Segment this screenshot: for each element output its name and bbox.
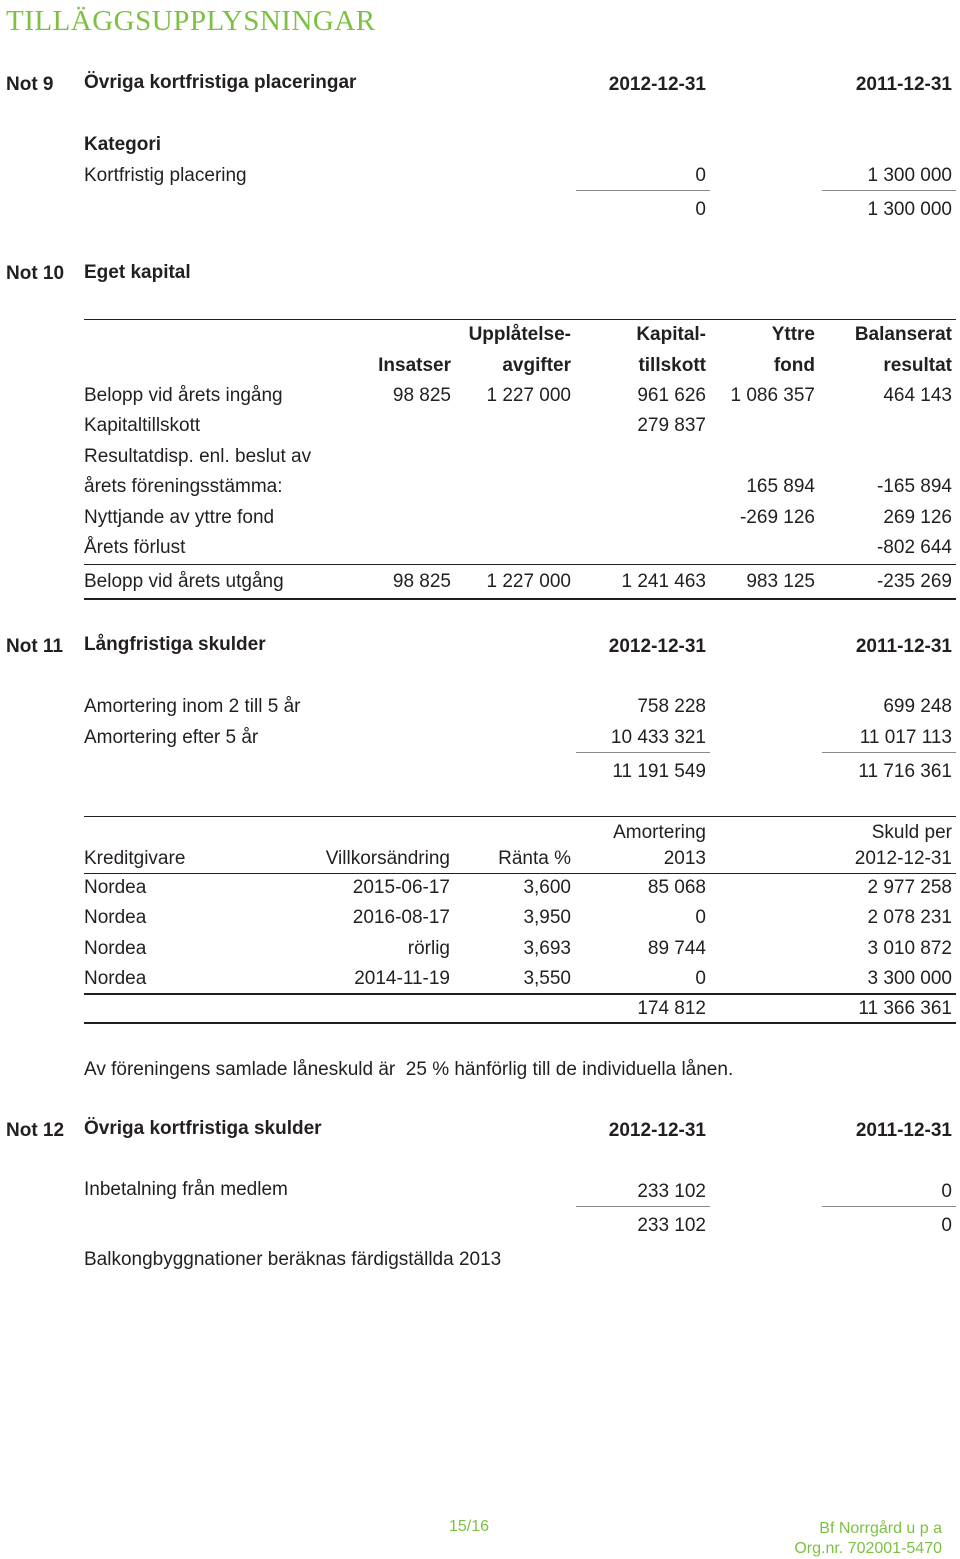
- not10-cell-balanserat: 269 126: [883, 507, 952, 528]
- loan-debt: 2 078 231: [867, 907, 952, 928]
- not9-divider-col2: [822, 190, 956, 191]
- loan-bottom-rule: [84, 1022, 956, 1024]
- not9-col2-header: 2011-12-31: [855, 74, 952, 95]
- not11-row-value-2012: 10 433 321: [610, 727, 706, 748]
- not10-header-upplatelse-line1: Upplåtelse-: [468, 324, 571, 345]
- not9-title: Övriga kortfristiga placeringar: [84, 72, 357, 93]
- loan-amortering: 0: [695, 907, 706, 928]
- not9-row-label: Kortfristig placering: [84, 165, 247, 186]
- not10-cell-balanserat: -802 644: [876, 537, 952, 558]
- not10-cell-kapital: 961 626: [637, 385, 706, 406]
- not10-header-yttre-line2: fond: [773, 355, 815, 376]
- not10-cell-insatser: 98 825: [392, 385, 451, 406]
- not12-col1-header: 2012-12-31: [608, 1120, 706, 1141]
- loan-total-amortering: 174 812: [637, 998, 706, 1019]
- not10-cell-upplatelse: 1 227 000: [486, 385, 571, 406]
- not9-label: Not 9: [6, 74, 54, 95]
- not10-cell-kapital: 279 837: [637, 415, 706, 436]
- loan-header-villkorsandring: Villkorsändring: [325, 848, 450, 869]
- not9-total-2011: 1 300 000: [867, 199, 952, 220]
- loan-rate: 3,550: [523, 968, 571, 989]
- not11-title: Långfristiga skulder: [84, 634, 266, 655]
- not9-category-label: Kategori: [84, 134, 162, 155]
- not10-header-insatser: Insatser: [378, 355, 451, 376]
- page-number: 15/16: [449, 1518, 490, 1535]
- not11-label: Not 11: [6, 636, 64, 657]
- not9-col1-header: 2012-12-31: [608, 74, 706, 95]
- not10-header-upplatelse-line2: avgifter: [502, 355, 571, 376]
- not11-divider-col2: [822, 752, 956, 753]
- not11-total-2012: 11 191 549: [612, 761, 706, 782]
- loan-debt: 3 300 000: [867, 968, 952, 989]
- not12-total-2011: 0: [941, 1215, 952, 1236]
- not11-row-value-2012: 758 228: [637, 696, 706, 717]
- not10-cell-balanserat: -165 894: [876, 476, 952, 497]
- not10-subtotal-rule: [84, 564, 956, 565]
- not10-cell-insatser: 98 825: [392, 571, 451, 592]
- not11-row-value-2011: 11 017 113: [859, 727, 952, 748]
- not10-row-label: Årets förlust: [84, 537, 186, 558]
- not10-row-label: årets föreningsstämma:: [84, 476, 283, 497]
- not10-title: Eget kapital: [84, 262, 191, 283]
- not12-row-value-2012: 233 102: [637, 1181, 706, 1202]
- loan-debt: 3 010 872: [867, 938, 952, 959]
- not12-title: Övriga kortfristiga skulder: [84, 1118, 322, 1139]
- loan-term-change: 2016-08-17: [352, 907, 450, 928]
- not10-row-label: Nyttjande av yttre fond: [84, 507, 275, 528]
- loan-rate: 3,950: [523, 907, 571, 928]
- not11-row-value-2011: 699 248: [883, 696, 952, 717]
- not10-cell-yttre: -269 126: [739, 507, 815, 528]
- not10-header-yttre-line1: Yttre: [771, 324, 815, 345]
- loan-creditor: Nordea: [84, 907, 147, 928]
- not10-cell-yttre: 165 894: [746, 476, 815, 497]
- loan-header-kreditgivare: Kreditgivare: [84, 848, 186, 869]
- not10-cell-balanserat: -235 269: [876, 571, 952, 592]
- not9-row-value-2012: 0: [695, 165, 706, 186]
- page-title: TILLÄGGSUPPLYSNINGAR: [6, 5, 376, 37]
- not10-label: Not 10: [6, 263, 65, 284]
- not11-note: Av föreningens samlade låneskuld är 25 % hänförlig till de individuella lånen.: [84, 1059, 734, 1080]
- not12-row-value-2011: 0: [941, 1181, 952, 1202]
- loan-debt: 2 977 258: [867, 877, 952, 898]
- loan-term-change: 2014-11-19: [354, 968, 450, 989]
- loan-table-top-rule: [84, 816, 956, 817]
- loan-amortering: 85 068: [647, 877, 706, 898]
- not11-row-label: Amortering efter 5 år: [84, 727, 259, 748]
- not10-cell-yttre: 983 125: [746, 571, 815, 592]
- not10-cell-upplatelse: 1 227 000: [486, 571, 571, 592]
- not12-label: Not 12: [6, 1120, 65, 1141]
- loan-rate: 3,693: [523, 938, 571, 959]
- not12-divider-col2: [822, 1206, 956, 1207]
- loan-header-skuld-line2: 2012-12-31: [854, 848, 952, 869]
- not10-table-top-rule: [84, 319, 956, 320]
- not10-header-kapital-line1: Kapital-: [636, 324, 706, 345]
- loan-header-amortering-line1: Amortering: [613, 822, 706, 843]
- not12-total-2012: 233 102: [637, 1215, 706, 1236]
- not12-row-label: Inbetalning från medlem: [84, 1179, 288, 1200]
- loan-creditor: Nordea: [84, 938, 147, 959]
- not12-note: Balkongbyggnationer beräknas färdigställda 2013: [84, 1249, 502, 1270]
- not11-col1-header: 2012-12-31: [608, 636, 706, 657]
- loan-amortering: 89 744: [647, 938, 706, 959]
- not11-total-2011: 11 716 361: [858, 761, 952, 782]
- loan-term-change: 2015-06-17: [352, 877, 450, 898]
- not10-row-label: Belopp vid årets ingång: [84, 385, 283, 406]
- not11-divider-col1: [576, 752, 710, 753]
- not9-total-2012: 0: [695, 199, 706, 220]
- not10-header-balanserat-line1: Balanserat: [854, 324, 952, 345]
- not10-cell-yttre: 1 086 357: [730, 385, 815, 406]
- not12-divider-col1: [576, 1206, 710, 1207]
- loan-amortering: 0: [695, 968, 706, 989]
- not10-bottom-rule: [84, 598, 956, 600]
- not11-row-label: Amortering inom 2 till 5 år: [84, 696, 301, 717]
- not11-col2-header: 2011-12-31: [855, 636, 952, 657]
- loan-rate: 3,600: [523, 877, 571, 898]
- not9-row-value-2011: 1 300 000: [867, 165, 952, 186]
- not10-row-label: Belopp vid årets utgång: [84, 571, 284, 592]
- loan-header-amortering-line2: 2013: [663, 848, 706, 869]
- not10-row-label: Resultatdisp. enl. beslut av: [84, 446, 312, 467]
- not10-header-balanserat-line2: resultat: [883, 355, 952, 376]
- not12-col2-header: 2011-12-31: [855, 1120, 952, 1141]
- loan-total-debt: 11 366 361: [858, 998, 952, 1019]
- not10-cell-balanserat: 464 143: [883, 385, 952, 406]
- loan-header-skuld-line1: Skuld per: [871, 822, 952, 843]
- loan-creditor: Nordea: [84, 877, 147, 898]
- not9-divider-col1: [576, 190, 710, 191]
- loan-header-rule: [84, 873, 956, 874]
- loan-total-rule: [84, 993, 956, 995]
- not10-cell-kapital: 1 241 463: [621, 571, 706, 592]
- loan-term-change: rörlig: [407, 938, 450, 959]
- org-number: Org.nr. 702001-5470: [794, 1540, 942, 1557]
- org-name: Bf Norrgård u p a: [819, 1520, 942, 1537]
- not10-header-kapital-line2: tillskott: [638, 355, 706, 376]
- loan-creditor: Nordea: [84, 968, 147, 989]
- loan-header-ranta: Ränta %: [498, 848, 571, 869]
- not10-row-label: Kapitaltillskott: [84, 415, 201, 436]
